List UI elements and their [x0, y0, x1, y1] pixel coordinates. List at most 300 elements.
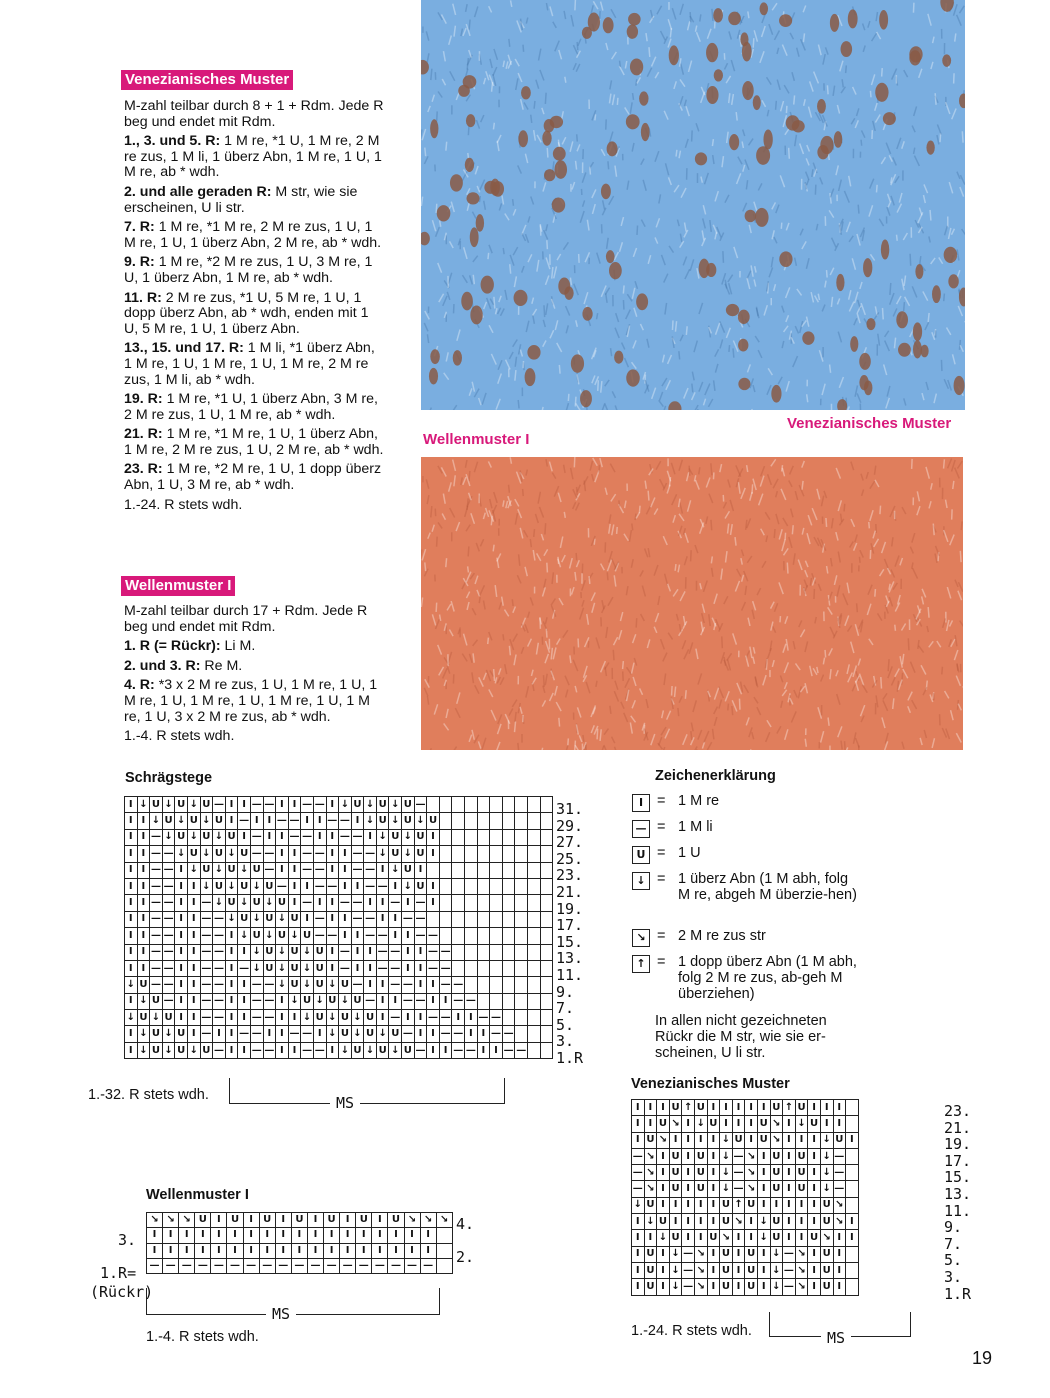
chart-cell: — — [150, 862, 163, 878]
chart-cell — [452, 862, 465, 878]
chart-cell: — — [250, 1042, 263, 1058]
chart-cell: I — [288, 1010, 301, 1026]
legend-description: 1 dopp überz Abn (1 M abh, folg 2 M re zus, ab-geh M überziehen) — [678, 954, 857, 1002]
venezianisch-row-label: 7. R: — [124, 219, 155, 236]
venezianisch-para: 21. R: 1 M re, *1 M re, 1 U, 1 überz Abn, 1 M re, 2 M re zus, 1 U, 2 M re, ab * wdh. — [124, 426, 384, 458]
chart-cell: ↓ — [669, 1262, 682, 1278]
chart-cell: I — [657, 1262, 670, 1278]
chart-cell: U — [795, 1148, 808, 1164]
chart-cell: I — [326, 960, 339, 976]
chart-cell: — — [833, 1148, 846, 1164]
chart-cell — [502, 928, 515, 944]
chart-cell: — — [502, 1026, 515, 1042]
chart-row — [147, 1243, 453, 1258]
chart-cell: — — [213, 977, 226, 993]
chart-cell: I — [307, 1228, 323, 1243]
chart-cell: — — [276, 878, 289, 894]
chart-cell: I — [147, 1228, 163, 1243]
chart-cell: — — [150, 846, 163, 862]
schraeg-row-number: 7. — [556, 999, 575, 1018]
chart-cell — [452, 878, 465, 894]
chart-cell: U — [137, 1010, 150, 1026]
chart-row — [125, 960, 553, 976]
chart-cell — [427, 911, 440, 927]
chart-cell: ↓ — [644, 1214, 657, 1230]
wellen-num-3: 3. — [118, 1231, 137, 1249]
chart-cell: — — [200, 944, 213, 960]
chart-cell — [465, 862, 478, 878]
chart-cell: U — [402, 862, 415, 878]
chart-row — [632, 1132, 859, 1148]
chart-cell: I — [389, 928, 402, 944]
chart-cell: I — [833, 1230, 846, 1246]
page-number: 19 — [972, 1348, 993, 1368]
chart-cell: — — [313, 878, 326, 894]
chart-cell: U — [313, 960, 326, 976]
chart-cell: — — [326, 928, 339, 944]
chart-cell: I — [356, 1228, 372, 1243]
chart-cell: I — [465, 1026, 478, 1042]
chart-cell: I — [757, 1181, 770, 1197]
chart-cell — [452, 944, 465, 960]
chart-cell — [528, 829, 541, 845]
chart-cell: ↓ — [250, 911, 263, 927]
chart-cell: — — [162, 944, 175, 960]
chart-cell: U — [820, 1197, 833, 1213]
chart-cell: ↓ — [250, 944, 263, 960]
chart-cell: I — [707, 1132, 720, 1148]
chart-cell: I — [276, 862, 289, 878]
chart-cell: ↓ — [162, 829, 175, 845]
chart-cell: U — [301, 993, 314, 1009]
chart-cell — [540, 977, 553, 993]
chart-cell: ↓ — [720, 1132, 733, 1148]
chart-cell: U — [669, 1165, 682, 1181]
chart-cell — [515, 846, 528, 862]
chart-cell: U — [351, 1042, 364, 1058]
chart-row — [632, 1165, 859, 1181]
chart-cell: U — [770, 1165, 783, 1181]
chart-cell: U — [389, 846, 402, 862]
chart-cell: I — [125, 928, 138, 944]
venez-row-number: 7. — [944, 1234, 963, 1253]
chart-cell — [846, 1279, 859, 1295]
chart-cell: — — [351, 846, 364, 862]
chart-cell: I — [175, 960, 188, 976]
chart-cell: — — [402, 977, 415, 993]
chart-cell: — — [250, 829, 263, 845]
chart-cell: U — [291, 1213, 307, 1228]
chart-cell — [528, 797, 541, 813]
chart-cell — [515, 960, 528, 976]
chart-cell: U — [301, 928, 314, 944]
chart-cell: I — [187, 944, 200, 960]
chart-cell: I — [682, 1148, 695, 1164]
chart-cell: I — [187, 960, 200, 976]
venez-row-number: 21. — [944, 1118, 972, 1137]
chart-row — [125, 895, 553, 911]
chart-cell: I — [439, 1042, 452, 1058]
chart-cell — [452, 813, 465, 829]
wellen-repeat-note: 1.-4. R stets wdh. — [146, 1329, 259, 1345]
chart-cell: I — [275, 1243, 291, 1258]
legend-equals: = — [657, 819, 666, 835]
chart-cell: I — [402, 944, 415, 960]
chart-cell: I — [351, 878, 364, 894]
chart-row — [632, 1197, 859, 1213]
chart-cell: ↓ — [389, 862, 402, 878]
chart-cell: — — [351, 862, 364, 878]
chart-cell: I — [276, 846, 289, 862]
chart-cell: I — [339, 862, 352, 878]
schraeg-row-number: 19. — [556, 899, 584, 918]
chart-cell: — — [200, 977, 213, 993]
chart-cell: — — [364, 993, 377, 1009]
chart-cell: I — [427, 1026, 440, 1042]
chart-cell: U — [833, 1132, 846, 1148]
chart-cell: — — [372, 1258, 388, 1273]
chart-cell: — — [301, 1026, 314, 1042]
chart-cell: I — [402, 895, 415, 911]
chart-cell: — — [364, 928, 377, 944]
chart-cell: I — [372, 1243, 388, 1258]
schraeg-row-number: 13. — [556, 949, 584, 968]
chart-cell: I — [682, 1214, 695, 1230]
chart-cell: U — [213, 846, 226, 862]
chart-cell: — — [200, 993, 213, 1009]
chart-cell: I — [225, 928, 238, 944]
wellen-num-2: 2. — [456, 1248, 475, 1266]
schraeg-title: Schrägstege — [125, 770, 213, 786]
chart-cell: — — [452, 1026, 465, 1042]
chart-cell: — — [200, 911, 213, 927]
chart-cell: ↓ — [125, 1010, 138, 1026]
chart-cell: I — [632, 1262, 645, 1278]
chart-cell: — — [351, 977, 364, 993]
chart-cell: I — [301, 878, 314, 894]
schraeg-ms-bracket — [229, 1078, 505, 1104]
chart-cell: I — [490, 1042, 503, 1058]
chart-cell — [502, 944, 515, 960]
chart-cell: I — [795, 1132, 808, 1148]
chart-cell: ↓ — [820, 1181, 833, 1197]
chart-cell: U — [175, 797, 188, 813]
chart-cell: U — [770, 1181, 783, 1197]
chart-cell: ↓ — [720, 1181, 733, 1197]
chart-cell: I — [404, 1228, 420, 1243]
chart-cell: — — [313, 797, 326, 813]
chart-cell: ↓ — [301, 977, 314, 993]
chart-row — [632, 1214, 859, 1230]
chart-row — [125, 862, 553, 878]
chart-cell: I — [707, 1246, 720, 1262]
chart-cell: ↓ — [276, 911, 289, 927]
chart-cell: U — [225, 895, 238, 911]
chart-cell: U — [757, 1116, 770, 1132]
chart-cell: I — [795, 1214, 808, 1230]
chart-cell: ↑ — [783, 1100, 796, 1116]
chart-cell: U — [820, 1262, 833, 1278]
chart-cell: ↘ — [179, 1213, 195, 1228]
chart-cell: I — [402, 1010, 415, 1026]
chart-cell: U — [150, 993, 163, 1009]
chart-cell: I — [707, 1100, 720, 1116]
chart-cell: U — [389, 1026, 402, 1042]
chart-cell: I — [707, 1262, 720, 1278]
chart-cell: ↓ — [820, 1132, 833, 1148]
chart-cell: I — [211, 1243, 227, 1258]
chart-cell: U — [795, 1100, 808, 1116]
chart-cell: ↓ — [770, 1246, 783, 1262]
chart-cell: I — [187, 878, 200, 894]
chart-cell: ↘ — [147, 1213, 163, 1228]
chart-cell — [490, 895, 503, 911]
venez-repeat-note: 1.-24. R stets wdh. — [631, 1323, 752, 1339]
chart-cell — [452, 829, 465, 845]
chart-cell: — — [389, 944, 402, 960]
chart-cell: I — [364, 829, 377, 845]
chart-cell: U — [720, 1197, 733, 1213]
chart-cell: — — [150, 895, 163, 911]
chart-cell: I — [179, 1243, 195, 1258]
chart-cell: ↓ — [339, 1042, 352, 1058]
chart-cell: U — [402, 813, 415, 829]
chart-cell: I — [414, 960, 427, 976]
chart-cell: I — [657, 1279, 670, 1295]
chart-cell: — — [427, 960, 440, 976]
chart-cell: U — [707, 1230, 720, 1246]
chart-cell — [540, 846, 553, 862]
venezianisch-row-label: 9. R: — [124, 254, 155, 271]
chart-cell: I — [439, 993, 452, 1009]
wellen-instructions — [124, 604, 386, 749]
chart-cell: ↓ — [720, 1148, 733, 1164]
chart-cell — [502, 911, 515, 927]
chart-cell: — — [163, 1258, 179, 1273]
chart-cell — [465, 895, 478, 911]
chart-cell: I — [340, 1228, 356, 1243]
chart-cell: I — [707, 1197, 720, 1213]
chart-cell: U — [414, 846, 427, 862]
chart-cell — [439, 911, 452, 927]
chart-cell — [465, 846, 478, 862]
chart-cell: — — [326, 813, 339, 829]
chart-cell: I — [745, 1132, 758, 1148]
chart-cell — [490, 797, 503, 813]
chart-cell: ↘ — [404, 1213, 420, 1228]
chart-cell: I — [707, 1165, 720, 1181]
chart-cell — [490, 977, 503, 993]
chart-cell: ↓ — [389, 813, 402, 829]
chart-cell: — — [439, 977, 452, 993]
chart-cell: — — [313, 928, 326, 944]
chart-cell: — — [414, 797, 427, 813]
chart-cell: I — [745, 1230, 758, 1246]
chart-cell: U — [820, 1246, 833, 1262]
chart-cell — [490, 993, 503, 1009]
chart-cell: I — [404, 1243, 420, 1258]
chart-cell: — — [213, 993, 226, 1009]
chart-cell: I — [307, 1243, 323, 1258]
chart-cell: — — [200, 895, 213, 911]
chart-cell: I — [175, 993, 188, 1009]
chart-cell: I — [657, 1100, 670, 1116]
chart-cell — [490, 928, 503, 944]
chart-cell: ↓ — [238, 895, 251, 911]
chart-cell: I — [340, 1213, 356, 1228]
chart-cell: — — [213, 1042, 226, 1058]
chart-cell: ↘ — [833, 1214, 846, 1230]
chart-cell: U — [795, 1165, 808, 1181]
chart-cell: — — [404, 1258, 420, 1273]
chart-cell — [465, 977, 478, 993]
chart-cell — [452, 846, 465, 862]
chart-cell: U — [770, 1148, 783, 1164]
chart-cell: ↓ — [820, 1165, 833, 1181]
schraeg-row-number: 15. — [556, 932, 584, 951]
chart-cell: — — [301, 829, 314, 845]
chart-cell: — — [364, 846, 377, 862]
chart-cell: I — [808, 1262, 821, 1278]
chart-cell: I — [808, 1279, 821, 1295]
chart-cell: I — [225, 977, 238, 993]
chart-row — [147, 1213, 453, 1228]
chart-cell: I — [694, 1132, 707, 1148]
chart-cell: ↓ — [364, 813, 377, 829]
chart-cell: I — [243, 1243, 259, 1258]
chart-cell: I — [783, 1197, 796, 1213]
chart-cell: ↑ — [732, 1197, 745, 1213]
chart-cell: U — [225, 862, 238, 878]
venezianisch-para: 2. und alle geraden R: M str, wie sie erscheinen, U li str. — [124, 183, 358, 216]
chart-cell: U — [707, 1116, 720, 1132]
chart-cell: — — [632, 1148, 645, 1164]
chart-cell: I — [125, 944, 138, 960]
chart-cell: U — [276, 895, 289, 911]
schraeg-row-number: 29. — [556, 816, 584, 835]
chart-cell — [477, 813, 490, 829]
schraeg-ms-label: MS — [330, 1094, 360, 1112]
chart-cell: U — [757, 1132, 770, 1148]
chart-row — [125, 1026, 553, 1042]
chart-cell: I — [694, 1230, 707, 1246]
chart-cell: — — [351, 911, 364, 927]
chart-cell: U — [720, 1246, 733, 1262]
chart-cell — [477, 977, 490, 993]
chart-cell: — — [402, 911, 415, 927]
chart-cell: I — [137, 878, 150, 894]
chart-cell: — — [200, 1010, 213, 1026]
chart-cell — [540, 878, 553, 894]
schraeg-row-number: 5. — [556, 1015, 575, 1034]
chart-cell — [528, 960, 541, 976]
chart-cell: — — [162, 928, 175, 944]
chart-cell — [439, 813, 452, 829]
chart-cell: — — [465, 1042, 478, 1058]
venezianisch-para: 9. R: 1 M re, *2 M re zus, 1 U, 3 M re, 1 U, 1 überz Abn, 1 M re, ab * wdh. — [124, 254, 373, 286]
chart-cell — [528, 895, 541, 911]
chart-cell: — — [162, 878, 175, 894]
chart-cell: U — [795, 1181, 808, 1197]
chart-cell: — — [364, 911, 377, 927]
schraeg-row-number: 27. — [556, 833, 584, 852]
chart-cell: U — [402, 1042, 415, 1058]
schraeg-row-number: 25. — [556, 849, 584, 868]
schraeg-row-number: 17. — [556, 916, 584, 935]
wellen-chart-grid — [146, 1212, 453, 1274]
chart-cell: U — [820, 1214, 833, 1230]
chart-cell — [515, 1010, 528, 1026]
chart-cell: I — [301, 813, 314, 829]
chart-cell — [502, 960, 515, 976]
chart-cell: I — [263, 829, 276, 845]
chart-cell: — — [250, 797, 263, 813]
chart-cell — [846, 1100, 859, 1116]
chart-cell — [439, 895, 452, 911]
chart-cell — [502, 862, 515, 878]
chart-cell — [528, 944, 541, 960]
chart-cell: ↓ — [200, 846, 213, 862]
chart-row — [125, 944, 553, 960]
chart-cell: I — [175, 862, 188, 878]
chart-cell: — — [732, 1181, 745, 1197]
chart-cell: U — [694, 1148, 707, 1164]
chart-cell: — — [477, 1010, 490, 1026]
wellen-row-label: 1. R (= Rückr): — [124, 638, 221, 655]
chart-cell: — — [632, 1181, 645, 1197]
chart-cell: U — [732, 1132, 745, 1148]
chart-cell — [477, 944, 490, 960]
chart-row — [147, 1258, 453, 1273]
chart-cell: I — [175, 928, 188, 944]
chart-cell: I — [339, 911, 352, 927]
chart-cell: I — [137, 895, 150, 911]
chart-cell: — — [376, 928, 389, 944]
chart-cell — [515, 944, 528, 960]
chart-cell: I — [808, 1246, 821, 1262]
venez-chart-title: Venezianisches Muster — [631, 1076, 790, 1092]
chart-cell: I — [195, 1228, 211, 1243]
chart-cell: I — [783, 1148, 796, 1164]
chart-cell: — — [515, 1042, 528, 1058]
wellen-para: 1.-4. R stets wdh. — [124, 728, 235, 745]
chart-cell — [540, 862, 553, 878]
chart-cell: U — [808, 1116, 821, 1132]
chart-cell: U — [720, 1262, 733, 1278]
chart-cell: U — [175, 1042, 188, 1058]
chart-cell: — — [263, 797, 276, 813]
chart-cell: I — [243, 1213, 259, 1228]
chart-cell: I — [732, 1246, 745, 1262]
chart-cell: — — [732, 1165, 745, 1181]
chart-cell: ↓ — [162, 1042, 175, 1058]
chart-cell: — — [414, 928, 427, 944]
chart-cell: ↓ — [376, 1026, 389, 1042]
chart-cell — [465, 944, 478, 960]
chart-cell: — — [162, 846, 175, 862]
venezianisch-para: 11. R: 2 M re zus, *1 U, 5 M re, 1 U, 1 dopp überz Abn, ab * wdh, enden mit 1 U, 5 M re, 1 U, 1 überz Abn. — [124, 289, 369, 337]
chart-cell: U — [213, 878, 226, 894]
chart-cell: I — [137, 813, 150, 829]
chart-cell: I — [238, 1010, 251, 1026]
chart-cell: U — [150, 1026, 163, 1042]
chart-cell: ↓ — [150, 1010, 163, 1026]
chart-cell: I — [682, 1132, 695, 1148]
chart-cell: I — [682, 1116, 695, 1132]
legend-description: 1 M re — [678, 793, 720, 809]
chart-cell: U — [694, 1100, 707, 1116]
chart-cell: ↓ — [669, 1246, 682, 1262]
